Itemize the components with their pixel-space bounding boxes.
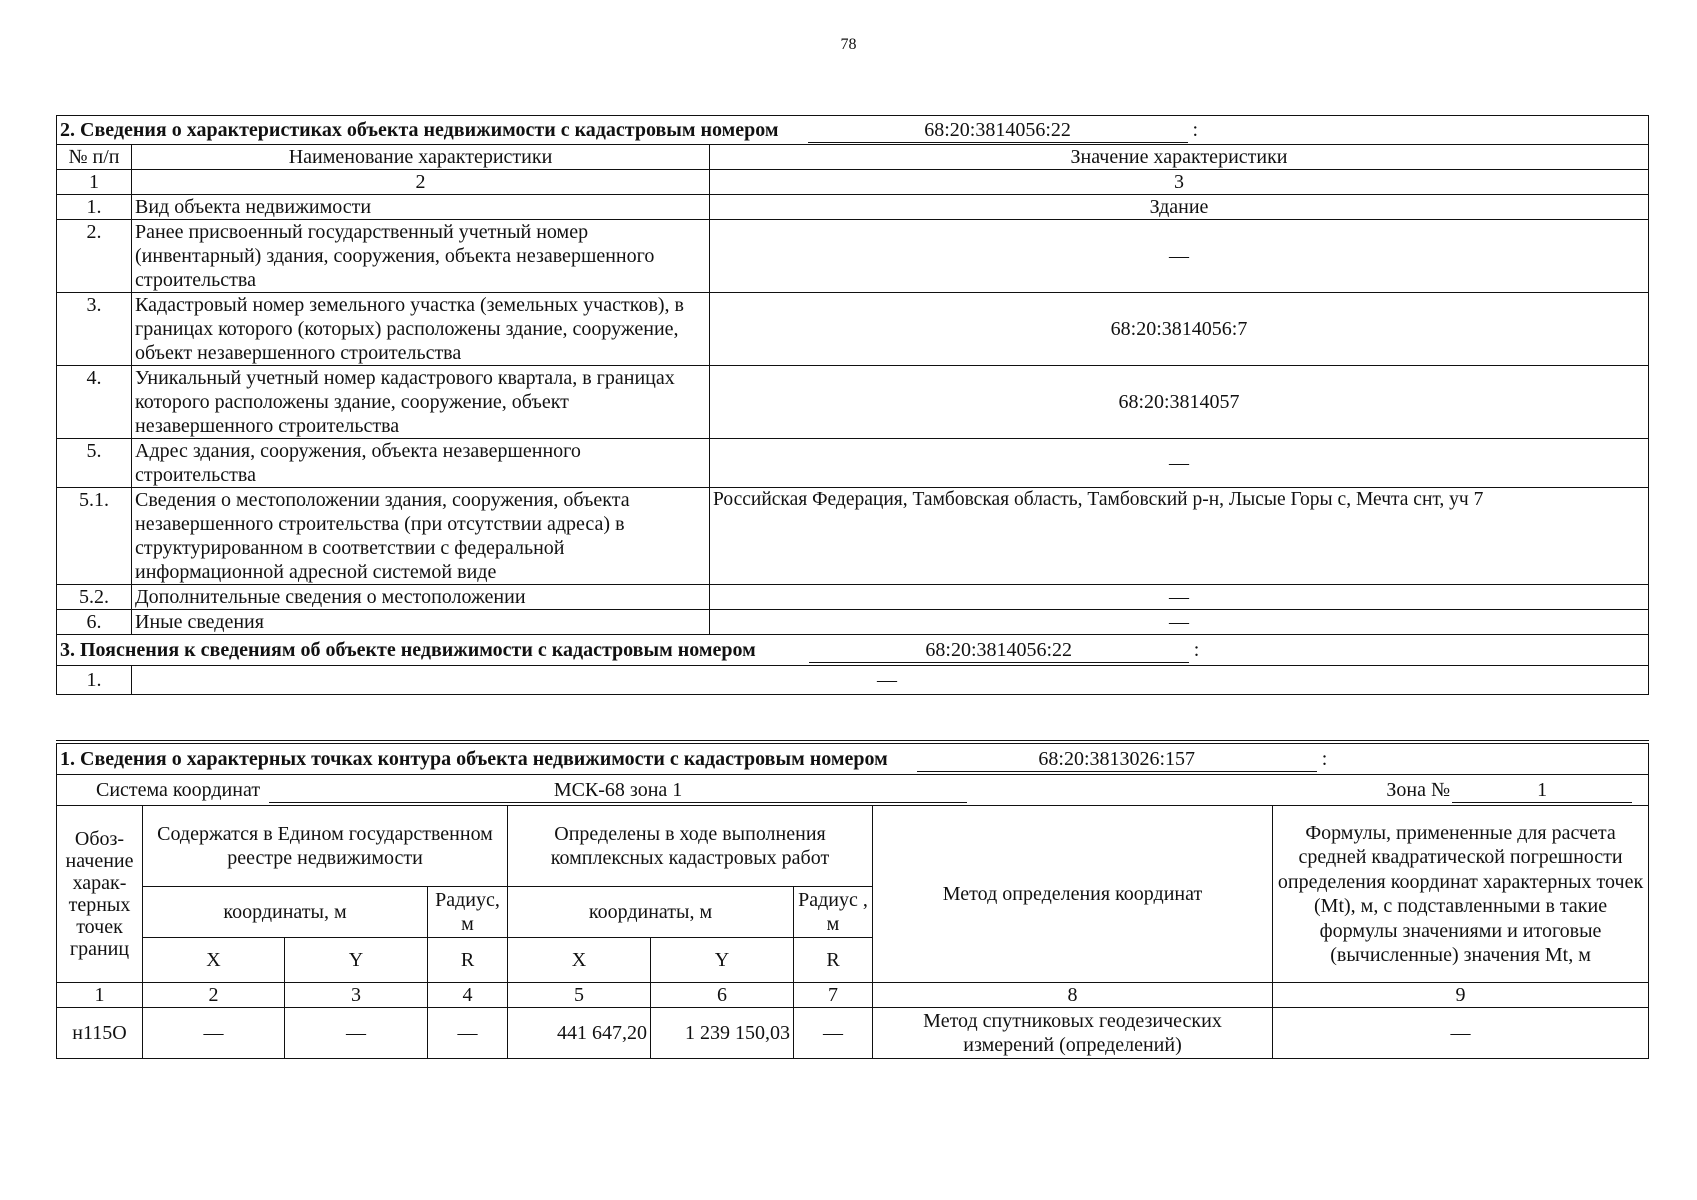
section3-title: 3. Пояснения к сведениям об объекте недвижимости с кадастровым номером: [60, 638, 756, 661]
row-value: Российская Федерация, Тамбовская область, Тамбовский р-н, Лысые Горы с, Мечта снт, уч 7: [710, 488, 1649, 585]
col-number: 6: [651, 983, 794, 1008]
egrn-y: —: [285, 1008, 428, 1059]
header-value: Значение характеристики: [710, 145, 1649, 170]
points-table: [56, 740, 1649, 1059]
row-name: Сведения о местоположении здания, сооружения, объекта незавершенного строительства (при отсутствии адреса) в структурированном в соответствии с федеральной информационной адресной системой виде: [132, 488, 710, 585]
row-number: 5.2.: [57, 585, 132, 610]
row-value: —: [710, 585, 1649, 610]
header-x: X: [143, 938, 285, 983]
row-name: Адрес здания, сооружения, объекта незавершенного строительства: [132, 439, 710, 488]
column-headers-row: [57, 145, 1649, 170]
row-name: Ранее присвоенный государственный учетный номер (инвентарный) здания, сооружения, объекта незавершенного строительства: [132, 220, 710, 293]
col-number: 9: [1273, 983, 1649, 1008]
row-number: 6.: [57, 610, 132, 635]
col-number: 8: [873, 983, 1273, 1008]
header-egrn: Содержатся в Едином государственном реестре недвижимости: [143, 806, 508, 887]
section3-colon: :: [1193, 638, 1200, 661]
page-number: 78: [840, 36, 857, 53]
row-value: —: [710, 610, 1649, 635]
table-row: [57, 366, 1649, 439]
table-row: [57, 1008, 1649, 1059]
header-coords: координаты, м: [508, 887, 794, 938]
header-radius: Радиус, м: [428, 887, 508, 938]
table-row: [57, 220, 1649, 293]
row-number: 2.: [57, 220, 132, 293]
section3-row: [57, 666, 1649, 695]
characteristics-table: [56, 115, 1649, 695]
point-name: н115О: [57, 1008, 143, 1059]
row-name: Дополнительные сведения о местоположении: [132, 585, 710, 610]
egrn-r: —: [428, 1008, 508, 1059]
col-number: 3: [710, 170, 1649, 195]
row-number: 3.: [57, 293, 132, 366]
col-number: 4: [428, 983, 508, 1008]
coord-system-value: МСК-68 зона 1: [269, 778, 967, 803]
section2-header-row: [57, 116, 1649, 145]
row-value: 68:20:3814057: [710, 366, 1649, 439]
table-row: [57, 488, 1649, 585]
header-r: R: [794, 938, 873, 983]
row-value: —: [710, 220, 1649, 293]
row-name: Вид объекта недвижимости: [132, 195, 710, 220]
row-name: Иные сведения: [132, 610, 710, 635]
complex-r: —: [794, 1008, 873, 1059]
section1-header-row: [57, 742, 1649, 775]
section3-header-row: [57, 635, 1649, 666]
col-number: 3: [285, 983, 428, 1008]
table-row: [57, 293, 1649, 366]
complex-y: 1 239 150,03: [651, 1008, 794, 1059]
header-method: Метод определения координат: [873, 806, 1273, 983]
coord-system-label: Система координат: [96, 778, 261, 801]
row-name: Кадастровый номер земельного участка (земельных участков), в границах которого (которых) расположены здание, сооружение, объект незавершенного строительства: [132, 293, 710, 366]
zone-value: 1: [1452, 778, 1632, 803]
row-number: 1.: [57, 195, 132, 220]
header-formulas: Формулы, примененные для расчета средней квадратической погрешности определения координат характерных точек (Mt), м, с подставленными в такие формулы значениями и итоговые (вычисленные) значения Mt, м: [1273, 806, 1649, 983]
coord-system-row: [57, 775, 1649, 806]
section1-title: 1. Сведения о характерных точках контура объекта недвижимости с кадастровым номером: [60, 747, 888, 770]
section2-colon: :: [1192, 118, 1199, 141]
column-numbers-row: [57, 170, 1649, 195]
section2-title: 2. Сведения о характеристиках объекта недвижимости с кадастровым номером: [60, 118, 779, 141]
row-name: Уникальный учетный номер кадастрового квартала, в границах которого расположены здание, сооружение, объект незавершенного строительства: [132, 366, 710, 439]
header-coords: координаты, м: [143, 887, 428, 938]
table-row: [57, 610, 1649, 635]
header-num: № п/п: [57, 145, 132, 170]
row-number: 1.: [57, 666, 132, 695]
col-number: 7: [794, 983, 873, 1008]
header-r: R: [428, 938, 508, 983]
header-radius: Радиус , м: [794, 887, 873, 938]
section3-cadastral-number: 68:20:3814056:22: [809, 638, 1189, 663]
col-number: 1: [57, 170, 132, 195]
row-value: 68:20:3814056:7: [710, 293, 1649, 366]
table-row: [57, 439, 1649, 488]
col-number: 1: [57, 983, 143, 1008]
header-y: Y: [285, 938, 428, 983]
method-value: Метод спутниковых геодезических измерений (определений): [873, 1008, 1273, 1059]
col-number: 2: [132, 170, 710, 195]
header-y: Y: [651, 938, 794, 983]
row-value: —: [132, 666, 1649, 695]
section1-colon: :: [1321, 747, 1328, 770]
row-number: 5.: [57, 439, 132, 488]
row-number: 5.1.: [57, 488, 132, 585]
header-name: Наименование характеристики: [132, 145, 710, 170]
col-number: 2: [143, 983, 285, 1008]
section2-cadastral-number: 68:20:3814056:22: [808, 118, 1188, 143]
section1-cadastral-number: 68:20:3813026:157: [917, 747, 1317, 772]
row-number: 4.: [57, 366, 132, 439]
formula-value: —: [1273, 1008, 1649, 1059]
header-designation: Обоз-начение харак-терных точек границ: [57, 806, 143, 983]
table-row: [57, 585, 1649, 610]
points-colnum-row: [57, 983, 1649, 1008]
row-value: Здание: [710, 195, 1649, 220]
header-complex: Определены в ходе выполнения комплексных кадастровых работ: [508, 806, 873, 887]
egrn-x: —: [143, 1008, 285, 1059]
points-header-row-1: [57, 806, 1649, 887]
row-value: —: [710, 439, 1649, 488]
col-number: 5: [508, 983, 651, 1008]
complex-x: 441 647,20: [508, 1008, 651, 1059]
table-row: [57, 195, 1649, 220]
header-x: X: [508, 938, 651, 983]
zone-label: Зона №: [1386, 778, 1451, 801]
